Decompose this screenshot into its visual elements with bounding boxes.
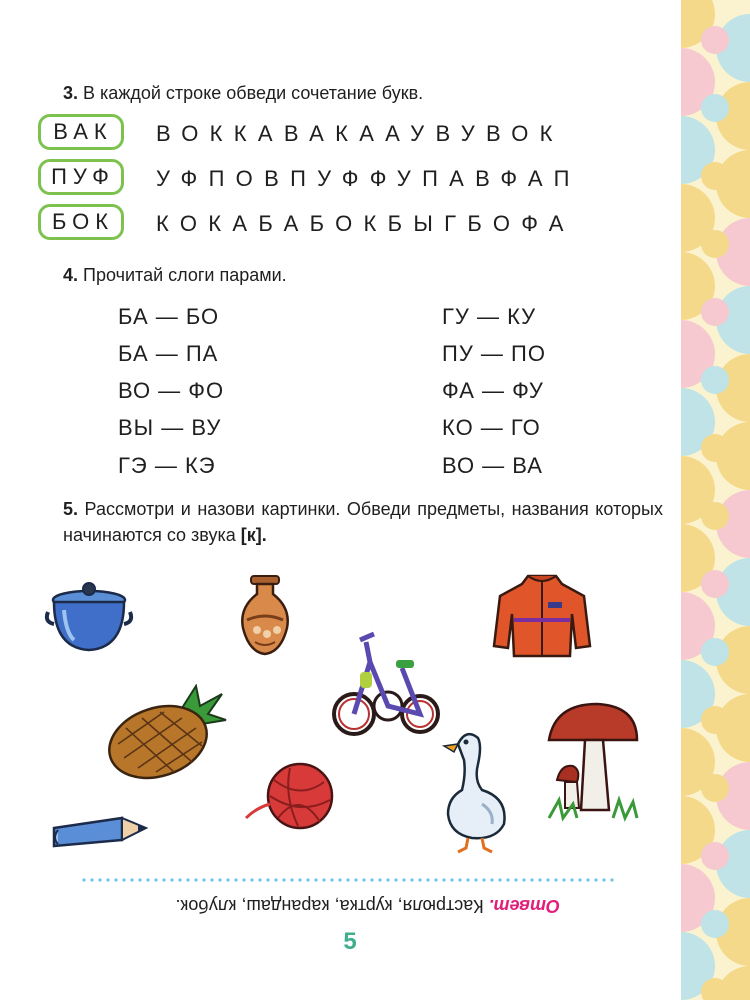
syllable-pair: ПУ — ПО [442, 341, 546, 366]
syllable-pair: ВО — ФО [118, 378, 225, 403]
task-5-text: Рассмотри и назови картинки. Обведи предметы, названия которых начинаются со звука [63, 499, 663, 545]
syllable-pair: ФА — ФУ [442, 378, 544, 403]
mushroom-icon [545, 700, 641, 824]
syllable-pair: БА — БО [118, 304, 220, 329]
yarn-ball-icon [244, 760, 340, 832]
letter-row-2 [38, 159, 668, 199]
task-4-text: Прочитай слоги парами. [83, 265, 287, 285]
dotted-divider [80, 878, 615, 882]
syllable-pair: ГУ — КУ [442, 304, 537, 329]
answer-label: Ответ. [488, 896, 560, 916]
task-5-heading [63, 496, 663, 548]
task-3-text: В каждой строке обведи сочетание букв. [83, 83, 424, 103]
syllable-pair: ВО — ВА [442, 453, 543, 478]
syllable-pair: БА — ПА [118, 341, 219, 366]
syllable-pair: ГЭ — КЭ [118, 453, 216, 478]
tricycle-icon [330, 622, 442, 740]
target-syllable-box: БОК [38, 204, 124, 240]
task-4-number: 4. [63, 265, 79, 285]
vase-icon [235, 572, 295, 660]
letter-sequence: ВОККАВАКААУВУВОК [156, 121, 564, 146]
syllable-pair: ВЫ — ВУ [118, 415, 222, 440]
pencil-icon [50, 812, 148, 852]
letter-row-3 [38, 204, 668, 244]
pot-icon [44, 578, 134, 658]
task-3-number: 3. [63, 83, 79, 103]
task-5-number: 5. [63, 499, 79, 519]
task-5-sound: [к]. [240, 525, 267, 545]
decorative-side-strip [681, 0, 750, 1000]
page-number: 5 [343, 928, 357, 955]
pineapple-icon [104, 684, 228, 784]
task-4-heading [63, 262, 287, 288]
answer-text: Кастрюля, куртка, карандаш, клубок. [175, 896, 484, 916]
jacket-icon [492, 570, 592, 662]
syllable-pair: КО — ГО [442, 415, 541, 440]
target-syllable-box: ВАК [38, 114, 124, 150]
letter-row-1 [38, 114, 668, 154]
target-syllable-box: ПУФ [38, 159, 124, 195]
letter-sequence: КОКАБАБОКБЫГБОФА [156, 211, 575, 236]
answer-upside-down [140, 893, 560, 919]
task-3-heading [63, 80, 423, 106]
letter-sequence: УФПОВПУФФУПАВФАП [156, 166, 581, 191]
goose-icon [438, 724, 518, 854]
